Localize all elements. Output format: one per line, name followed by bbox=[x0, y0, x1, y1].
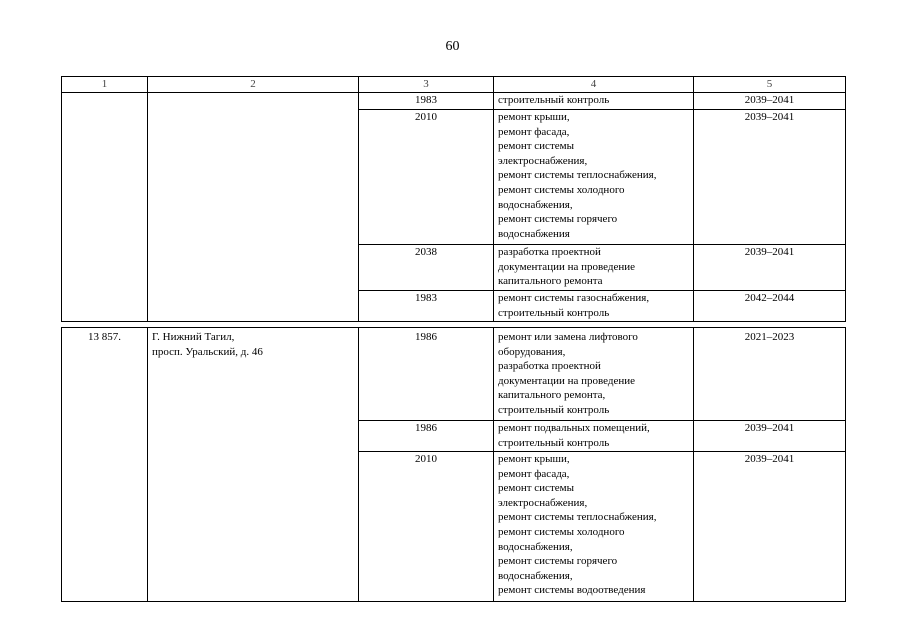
year-cell: 1986 bbox=[359, 421, 494, 452]
work-line: ремонт системы холодного bbox=[498, 183, 625, 196]
address-line: просп. Уральский, д. 46 bbox=[152, 345, 263, 358]
year-cell: 2010 bbox=[359, 110, 494, 245]
column-header-4: 4 bbox=[494, 77, 694, 93]
period-cell: 2039–2041 bbox=[694, 421, 846, 452]
address-line: Г. Нижний Тагил, bbox=[152, 331, 235, 343]
column-header-5: 5 bbox=[694, 77, 846, 93]
period-cell: 2021–2023 bbox=[694, 328, 846, 421]
work-line: ремонт крыши, bbox=[498, 453, 570, 465]
work-line: ремонт системы газоснабжения, bbox=[498, 292, 650, 304]
column-header-1: 1 bbox=[62, 77, 148, 93]
work-line: ремонт системы теплоснабжения, bbox=[498, 169, 657, 182]
works-cell bbox=[494, 452, 694, 602]
work-line: водоснабжения, bbox=[498, 540, 573, 553]
works-cell bbox=[494, 421, 694, 452]
work-line: ремонт фасада, bbox=[498, 467, 570, 480]
work-line: строительный контроль bbox=[498, 94, 610, 106]
year-cell: 1986 bbox=[359, 328, 494, 421]
year-cell: 1983 bbox=[359, 291, 494, 322]
entry-number-cell: 13 857. bbox=[62, 328, 148, 602]
address-cell bbox=[148, 93, 359, 322]
period-cell: 2042–2044 bbox=[694, 291, 846, 322]
entry-table bbox=[61, 327, 846, 602]
work-line: ремонт или замена лифтового bbox=[498, 331, 638, 343]
entry-address-cell bbox=[148, 328, 359, 602]
work-line: оборудования, bbox=[498, 345, 566, 358]
column-header-2: 2 bbox=[148, 77, 359, 93]
column-header-3: 3 bbox=[359, 77, 494, 93]
work-line: водоснабжения bbox=[498, 227, 570, 240]
work-line: ремонт крыши, bbox=[498, 111, 570, 123]
works-cell bbox=[494, 291, 694, 322]
year-cell: 1983 bbox=[359, 93, 494, 110]
work-line: ремонт системы bbox=[498, 140, 574, 153]
work-line: строительный контроль bbox=[498, 436, 610, 449]
period-cell: 2039–2041 bbox=[694, 245, 846, 291]
year-cell: 2010 bbox=[359, 452, 494, 602]
work-line: капитального ремонта, bbox=[498, 389, 606, 402]
number-cell bbox=[62, 93, 148, 322]
period-cell: 2039–2041 bbox=[694, 93, 846, 110]
work-line: документации на проведение bbox=[498, 260, 636, 273]
work-line: ремонт системы холодного bbox=[498, 525, 625, 538]
page-number: 60 bbox=[445, 39, 460, 54]
work-line: электроснабжения, bbox=[498, 154, 588, 167]
work-line: ремонт системы bbox=[498, 482, 574, 495]
work-line: ремонт системы горячего bbox=[498, 213, 618, 226]
work-line: документации на проведение bbox=[498, 374, 636, 387]
works-cell bbox=[494, 110, 694, 245]
period-cell: 2039–2041 bbox=[694, 452, 846, 602]
work-line: водоснабжения, bbox=[498, 198, 573, 211]
work-line: строительный контроль bbox=[498, 306, 610, 319]
work-line: ремонт системы теплоснабжения, bbox=[498, 511, 657, 524]
works-cell bbox=[494, 245, 694, 291]
work-line: электроснабжения, bbox=[498, 496, 588, 509]
work-line: разработка проектной bbox=[498, 246, 601, 258]
table-row bbox=[62, 328, 846, 421]
work-line: капитального ремонта bbox=[498, 275, 603, 288]
work-line: строительный контроль bbox=[498, 403, 610, 416]
work-line: ремонт системы водоотведения bbox=[498, 584, 646, 597]
work-line: ремонт подвальных помещений, bbox=[498, 422, 650, 434]
works-cell bbox=[494, 93, 694, 110]
period-cell: 2039–2041 bbox=[694, 110, 846, 245]
work-line: водоснабжения, bbox=[498, 569, 573, 582]
work-line: разработка проектной bbox=[498, 360, 601, 373]
column-header-row bbox=[62, 77, 846, 93]
works-cell bbox=[494, 328, 694, 421]
work-line: ремонт фасада, bbox=[498, 125, 570, 138]
work-line: ремонт системы горячего bbox=[498, 555, 618, 568]
year-cell: 2038 bbox=[359, 245, 494, 291]
table-row bbox=[62, 93, 846, 110]
continuation-table bbox=[61, 76, 846, 322]
